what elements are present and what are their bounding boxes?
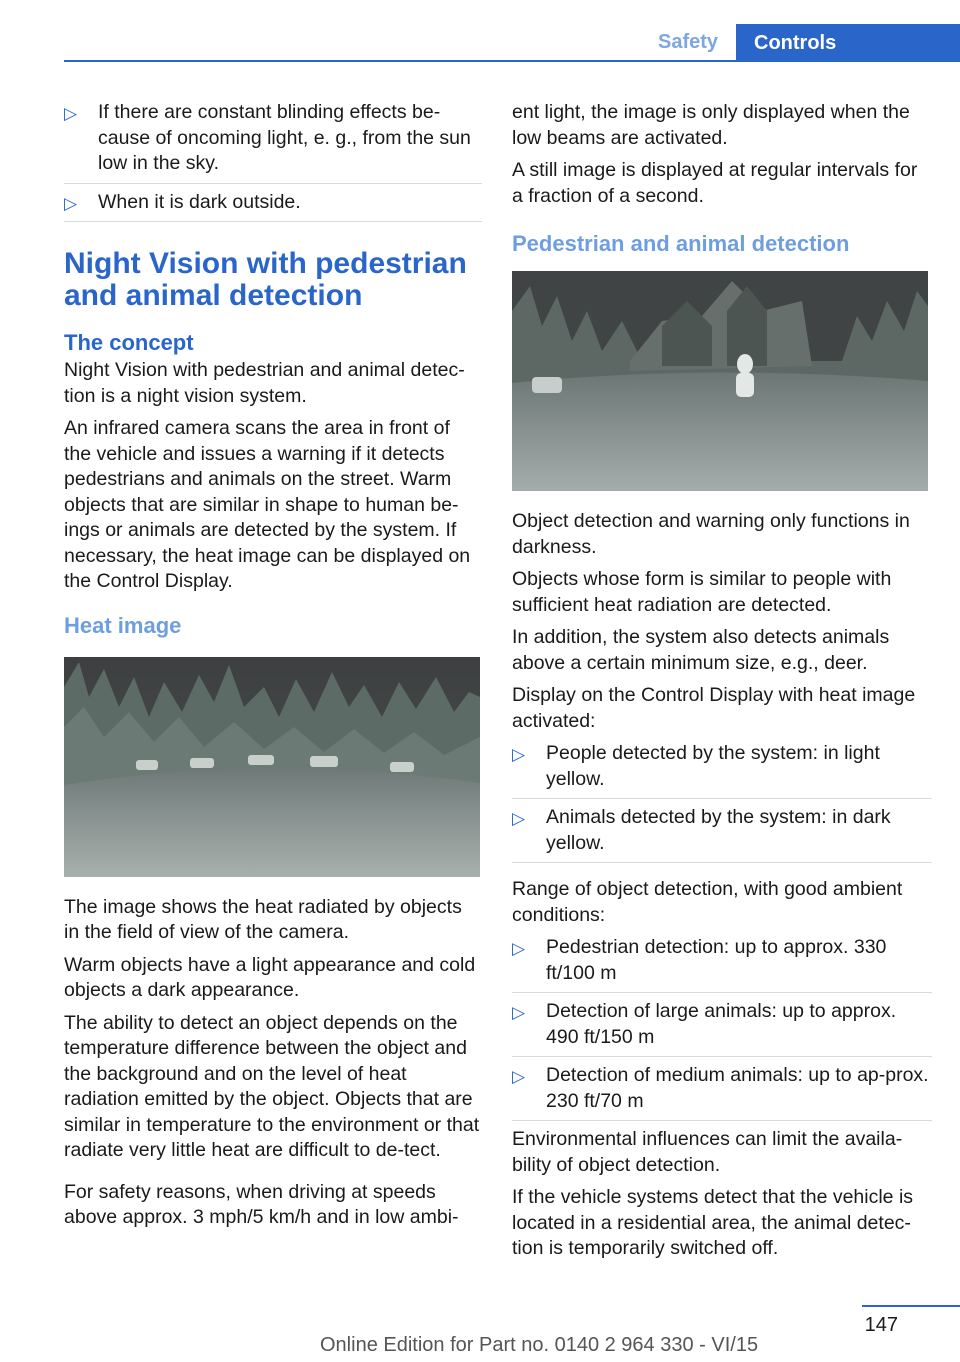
paragraph: Warm objects have a light appearance and cold objects a dark appearance.: [64, 953, 476, 1001]
paragraph: Objects whose form is similar to people with sufficient heat radiation are detected.: [512, 568, 892, 616]
paragraph: Environmental influences can limit the availa-bility of object detection.: [512, 1128, 903, 1176]
heat-image-figure: [64, 657, 480, 877]
paragraph: The image shows the heat radiated by objects in the field of view of the camera.: [64, 895, 462, 943]
online-edition-note: Online Edition for Part no. 0140 2 964 330 - VI/15: [320, 1334, 759, 1356]
header-tab-safety[interactable]: Safety: [640, 24, 736, 60]
paragraph: Display on the Control Display with heat image activated:: [512, 684, 916, 732]
paragraph: ent light, the image is only displayed when the low beams are activated.: [512, 101, 910, 149]
detection-heading: Pedestrian and animal detection: [512, 231, 850, 256]
paragraph: Object detection and warning only functions in darkness.: [512, 510, 910, 558]
triangle-right-icon: ▷: [512, 939, 526, 958]
list-item: [512, 999, 932, 1057]
heat-image-heading: Heat image: [64, 612, 182, 638]
list-item-text: If there are constant blinding effects be-cause of oncoming light, e. g., from the sun low in the sky.: [98, 101, 471, 174]
paragraph: If the vehicle systems detect that the vehicle is located in a residential area, the animal detec-tion is temporarily switched off.: [512, 1186, 914, 1259]
list-item: [64, 100, 482, 184]
paragraph: A still image is displayed at regular intervals for a fraction of a second.: [512, 159, 918, 207]
list-item-text: Detection of medium animals: up to ap-prox. 230 ft/70 m: [546, 1064, 929, 1112]
list-item: [512, 805, 932, 863]
list-item-text: Animals detected by the system: in dark yellow.: [546, 806, 891, 854]
header-tab-controls[interactable]: Controls: [736, 24, 960, 62]
page-number: 147: [864, 1314, 898, 1336]
paragraph: In addition, the system also detects animals above a certain minimum size, e.g., deer.: [512, 626, 890, 674]
concept-heading: The concept: [64, 330, 194, 355]
left-column: [64, 100, 482, 1238]
triangle-right-icon: ▷: [64, 104, 78, 123]
list-item-text: Detection of large animals: up to approx. 490 ft/150 m: [546, 1000, 897, 1048]
paragraph: An infrared camera scans the area in front of the vehicle and issues a warning if it detects pedestrians and animals on the street. Warm objects that are similar in shape to human be-ings or animals are detected by the system. If necessary, the heat image can be displayed on the Control Display.: [64, 417, 471, 592]
paragraph: For safety reasons, when driving at speeds above approx. 3 mph/5 km/h and in low ambi-: [64, 1180, 459, 1228]
triangle-right-icon: ▷: [512, 809, 526, 828]
right-column: [512, 100, 932, 1269]
pedestrian-detection-figure: [512, 271, 928, 491]
triangle-right-icon: ▷: [512, 1067, 526, 1086]
list-item: [512, 935, 932, 993]
list-item: [512, 741, 932, 799]
list-item: [64, 190, 482, 223]
list-item-text: When it is dark outside.: [98, 190, 301, 213]
list-item-text: Pedestrian detection: up to approx. 330 ft/100 m: [546, 936, 887, 984]
list-item: [512, 1063, 932, 1121]
footer-rule: [862, 1305, 960, 1307]
section-title: Night Vision with pedestrian and animal detection: [64, 247, 467, 312]
paragraph: Range of object detection, with good ambient conditions:: [512, 878, 903, 926]
paragraph: The ability to detect an object depends on the temperature difference between the object and the background and on the level of heat radiation emitted by the object. Objects that are similar in temperature to the environment or that radiate very little heat are difficult to de-tect.: [64, 1011, 480, 1161]
triangle-right-icon: ▷: [64, 193, 78, 213]
paragraph: Night Vision with pedestrian and animal detec-tion is a night vision system.: [64, 359, 465, 407]
triangle-right-icon: ▷: [512, 745, 526, 764]
triangle-right-icon: ▷: [512, 1003, 526, 1022]
list-item-text: People detected by the system: in light yellow.: [546, 742, 880, 790]
